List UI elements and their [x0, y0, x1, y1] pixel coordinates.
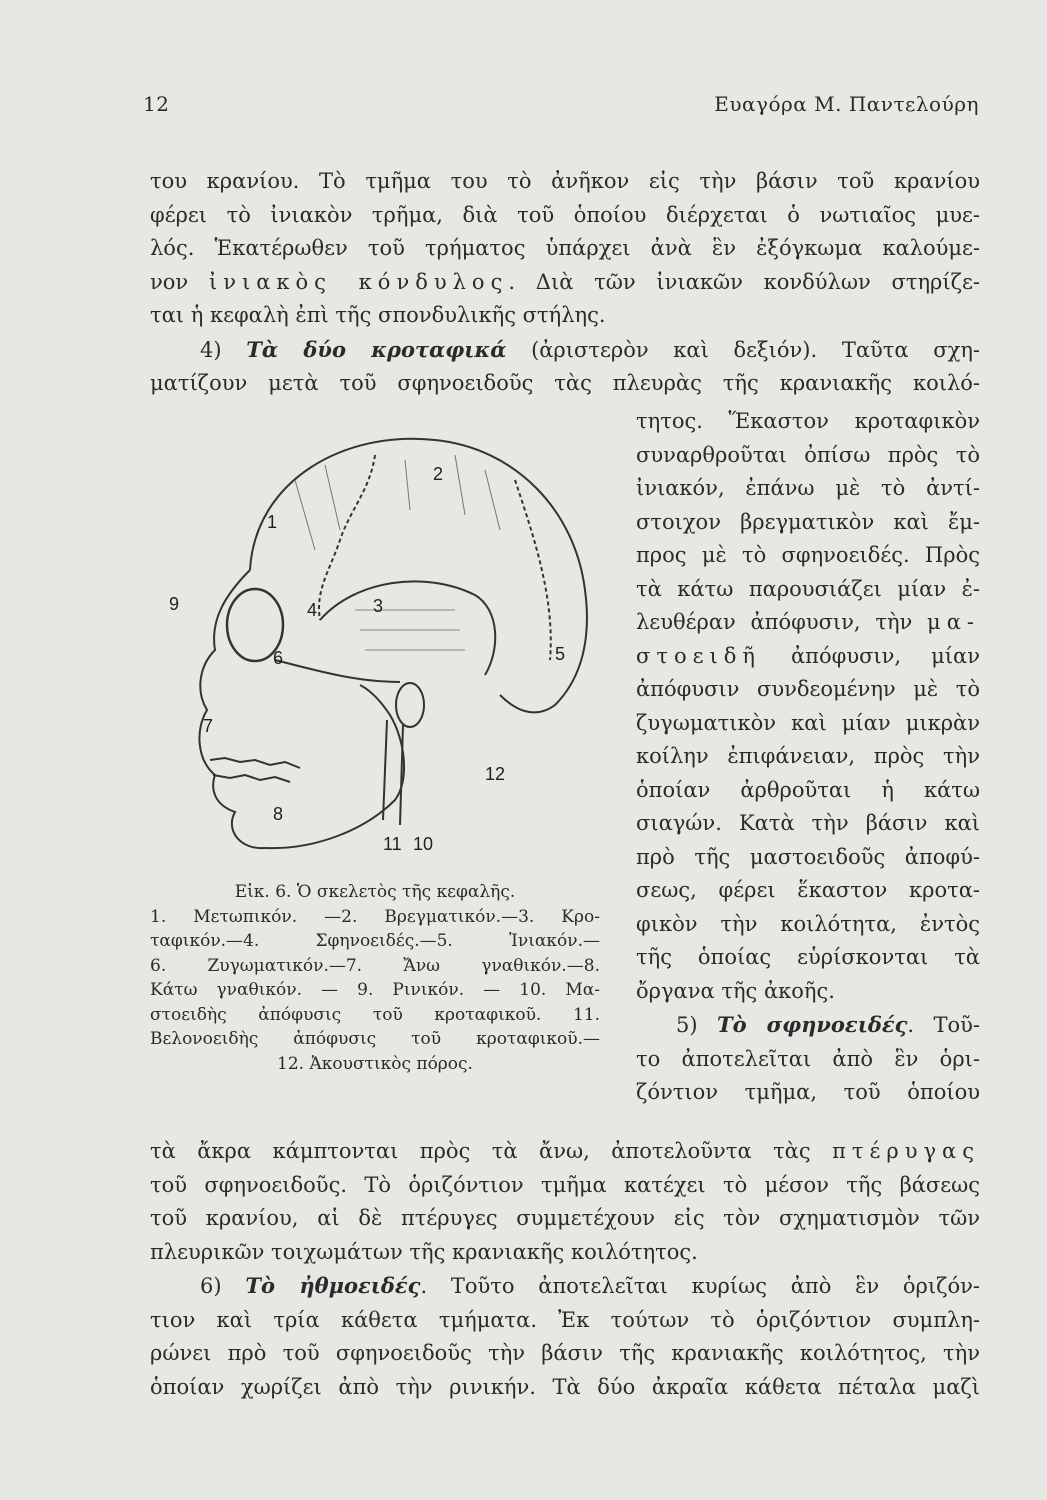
face-outline	[199, 570, 265, 848]
text-line: ματίζουν μετὰ τοῦ σφηνοειδοῦς τὰς πλευρὰς τῆς κρανιακῆς κοιλό-	[150, 371, 980, 395]
caption-line: 6. Ζυγωματικόν.—7. Ἄνω γναθικόν.—8.	[150, 955, 600, 976]
text-line: ἰνιακόν, ἐπάνω μὲ τὸ ἀντί-	[636, 476, 980, 500]
text-block-bottom	[150, 1135, 980, 1404]
text-line: τοῦ σφηνοειδοῦς. Τὸ ὁριζόντιον τμῆμα κατέχει τὸ μέσον τῆς βάσεως	[150, 1172, 980, 1197]
text-line: ζυγωματικὸν καὶ μίαν μικρὰν	[636, 710, 980, 735]
text-block-top	[150, 165, 980, 401]
text-line: τοῦ κρανίου, αἱ δὲ πτέρυγες συμμετέχουν εἰς τὸν σχηματισμὸν τῶν	[150, 1206, 980, 1230]
text-line: ρώνει πρὸ τοῦ σφηνοειδοῦς τὴν βάσιν τῆς κρανιακῆς κοιλότητος, τὴν	[150, 1341, 980, 1365]
figure-label-4: 4	[307, 600, 318, 620]
mandible-outline	[265, 685, 404, 848]
caption-line: Κάτω γναθικόν. — 9. Ρινικόν. — 10. Μα-	[150, 980, 600, 1000]
figure-label-8: 8	[273, 804, 284, 824]
figure-label-10: 10	[413, 834, 434, 854]
styloid-process	[383, 720, 387, 820]
text-line: συναρθροῦται ὀπίσω πρὸς τὸ	[636, 442, 980, 467]
section-6-title: Τὸ ἠθμοειδές	[245, 1273, 421, 1298]
text-line: νον ἰνιακὸς κόνδυλος. Διὰ τῶν ἰνιακῶν κονδύλων στηρίζε-	[150, 269, 980, 294]
figure-label-5: 5	[555, 644, 566, 664]
text-line: ται ἡ κεφαλὴ ἐπὶ τῆς σπονδυλικῆς στήλης.	[150, 303, 606, 327]
text-line: στοειδῆ ἀπόφυσιν, μίαν	[636, 643, 980, 668]
text-line: φέρει τὸ ἰνιακὸν τρῆμα, διὰ τοῦ ὁποίου διέρχεται ὁ νωτιαῖος μυε-	[150, 202, 980, 227]
section-4-line: 4) Τὰ δύο κροταφικά (ἀριστερὸν καὶ δεξιόν). Ταῦτα σχη-	[200, 336, 980, 362]
text-line: τῆς ὁποίας εὑρίσκονται τὰ	[636, 945, 980, 969]
text-line: τητος. Ἕκαστον κροταφικὸν	[636, 409, 980, 433]
text-line: τιον καὶ τρία κάθετα τμήματα. Ἐκ τούτων τὸ ὁριζόντιον συμπλη-	[150, 1307, 980, 1332]
section-6-line: 6) Τὸ ἠθμοειδές. Τοῦτο ἀποτελεῖται κυρίως ἀπὸ ἓν ὁριζόν-	[200, 1273, 980, 1298]
text-line: ὁποίαν ἀρθροῦται ἡ κάτω	[636, 777, 980, 802]
text-line: στοιχον βρεγματικὸν καὶ ἔμ-	[636, 509, 980, 534]
caption-line: ταφικόν.—4. Σφηνοειδές.—5. Ἰνιακόν.—	[150, 931, 600, 951]
text-line: φικὸν τὴν κοιλότητα, ἐντὸς	[636, 911, 980, 936]
text-line: ζόντιον τμῆμα, τοῦ ὁποίου	[636, 1080, 980, 1104]
zygomatic-arch	[275, 660, 400, 682]
teeth-row	[210, 758, 300, 768]
text-line: σιαγών. Κατὰ τὴν βάσιν καὶ	[636, 811, 980, 835]
text-line: λός. Ἑκατέρωθεν τοῦ τρήματος ὑπάρχει ἀνὰ ἓν ἐξόγκωμα καλούμε-	[150, 236, 980, 260]
figure-caption	[150, 880, 600, 1076]
figure-label-1: 1	[267, 512, 278, 532]
caption-line: 1. Μετωπικόν. —2. Βρεγματικόν.—3. Κρο-	[150, 906, 600, 927]
figure-label-9: 9	[169, 594, 180, 614]
running-header-author: Ευαγόρα Μ. Παντελούρη	[714, 92, 979, 116]
figure-label-2: 2	[433, 464, 444, 484]
text-line: ὁποίαν χωρίζει ἀπὸ τὴν ρινικήν. Τὰ δύο ἀκραῖα κάθετα πέταλα μαζὶ	[150, 1374, 980, 1399]
caption-title: Εἰκ. 6. Ὁ σκελετὸς τῆς κεφαλῆς.	[234, 882, 516, 902]
text-line: του κρανίου. Τὸ τμῆμα του τὸ ἀνῆκον εἰς τὴν βάσιν τοῦ κρανίου	[150, 169, 980, 193]
caption-line: 12. Ἀκουστικὸς πόρος.	[277, 1053, 473, 1074]
squamous-suture	[320, 581, 495, 675]
caption-line: στοειδὴς ἀπόφυσις τοῦ κροταφικοῦ. 11.	[150, 1004, 600, 1025]
spaced-term: πτέρυγας	[832, 1139, 980, 1163]
text-line: πρὸ τῆς μαστοειδοῦς ἀποφύ-	[636, 844, 980, 869]
side-column-text	[636, 405, 980, 1110]
section-5-line: 5) Τὸ σφηνοειδές. Τοῦ-	[676, 1012, 980, 1037]
lambdoid-suture	[515, 480, 551, 660]
text-line: σεως, φέρει ἕκαστον κροτα-	[636, 878, 980, 902]
cranium-outline	[250, 439, 587, 713]
skull-illustration	[155, 420, 625, 860]
text-line: ὄργανα τῆς ἀκοῆς.	[636, 978, 835, 1003]
coronal-suture	[319, 455, 375, 620]
figure-label-7: 7	[203, 716, 214, 736]
spaced-term: ἰνιακὸς κόνδυλος	[208, 269, 509, 294]
text-line: κοίλην ἐπιφάνειαν, πρὸς τὴν	[636, 744, 980, 768]
figure-label-11: 11	[383, 834, 402, 854]
figure-label-3: 3	[373, 596, 384, 616]
section-5-title: Τὸ σφηνοειδές	[716, 1012, 908, 1037]
caption-line: Βελονοειδὴς ἀπόφυσις τοῦ κροταφικοῦ.—	[150, 1029, 600, 1049]
text-line: τὰ κάτω παρουσιάζει μίαν ἐ-	[636, 576, 980, 601]
text-line: πλευρικῶν τοιχωμάτων τῆς κρανιακῆς κοιλότητος.	[150, 1239, 698, 1264]
figure-label-12: 12	[485, 764, 506, 784]
text-line: λευθέραν ἀπόφυσιν, τὴν μα-	[636, 610, 980, 634]
text-line: τὰ ἄκρα κάμπτονται πρὸς τὰ ἄνω, ἀποτελοῦντα τὰς πτέρυγας	[150, 1139, 980, 1163]
page-number: 12	[143, 92, 170, 116]
text-line: το ἀποτελεῖται ἀπὸ ἓν ὁρι-	[636, 1046, 980, 1071]
ear-canal	[396, 683, 424, 727]
text-line: προς μὲ τὸ σφηνοειδές. Πρὸς	[636, 543, 980, 567]
section-4-title: Τὰ δύο κροταφικά	[246, 336, 507, 362]
figure-label-6: 6	[273, 648, 284, 668]
text-line: ἀπόφυσιν συνδεομένην μὲ τὸ	[636, 677, 980, 701]
